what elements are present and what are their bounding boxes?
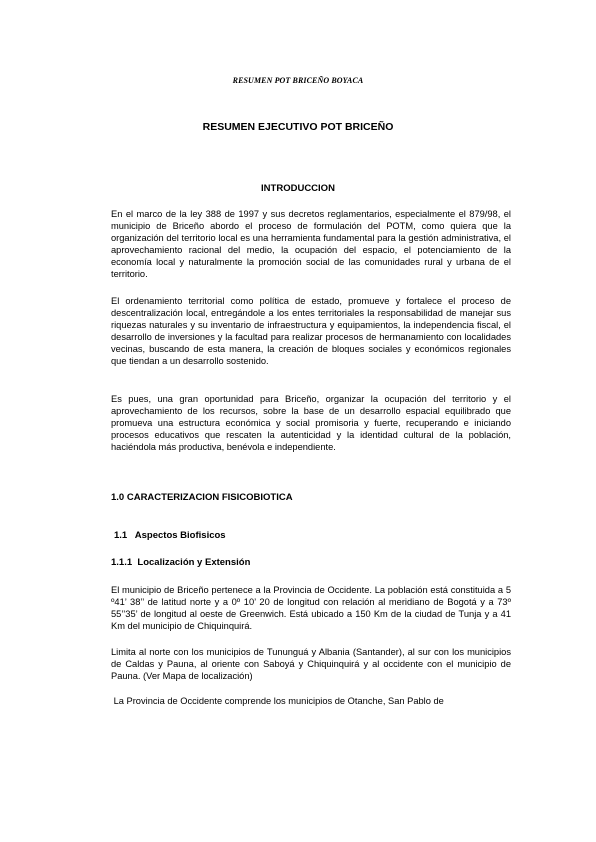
limits-paragraph: Limita al norte con los municipios de Tununguá y Albania (Santander), al sur con los municipios de Caldas y Pauna, al oriente con Saboyá y Chiquinquirá y al occidente con el municipio de Pauna. (Ver Mapa de localización) — [111, 647, 511, 681]
location-paragraph: El municipio de Briceño pertenece a la Provincia de Occidente. La población está constituida a 5 º41’ 38’’ de latitud norte y a 0º 10’ 20 de longitud con relación al meridiano de Bogotá y a 73º 55’’35’ de longitud al oeste de Greenwich. Está ubicado a 150 Km de la ciudad de Tunja y a 41 Km del municipio de Chiquinquirá. — [111, 585, 511, 631]
document-title: RESUMEN EJECUTIVO POT BRICEÑO — [202, 121, 394, 133]
page-header: RESUMEN POT BRICEÑO BOYACA — [232, 76, 364, 85]
subsection-heading: 1.1 Aspectos Biofisicos — [114, 530, 226, 541]
subsubsection-heading: 1.1.1 Localización y Extensión — [111, 557, 251, 568]
section-heading: 1.0 CARACTERIZACION FISICOBIOTICA — [111, 492, 293, 503]
province-paragraph: La Provincia de Occidente comprende los municipios de Otanche, San Pablo de — [111, 696, 444, 706]
introduction-heading: INTRODUCCION — [261, 183, 335, 194]
intro-paragraph-2: El ordenamiento territorial como política de estado, promueve y fortalece el proceso de descentralización local, entregándole a los entes territoriales la responsabilidad de manejar sus riquezas naturales y su inventario de infraestructura y equipamientos, la independencia fiscal, el desarrollo de inversiones y la facultad para realizar procesos de hermanamiento con localidades vecinas, buscando de esta manera, la creación de bloques sociales y económicos regionales que tiendan a un desarrollo sostenido. — [111, 296, 511, 366]
intro-paragraph-1: En el marco de la ley 388 de 1997 y sus decretos reglamentarios, especialmente el 879/98, el municipio de Briceño abordo el proceso de formulación del POTM, como quiera que la organización del territorio local es una herramienta fundamental para la gestión administrativa, el aprovechamiento racional del medio, la ocupación del espacio, el potenciamiento de la economía local y naturalmente la promoción social de las comunidades rural y urbana de el territorio. — [111, 209, 511, 279]
intro-paragraph-3: Es pues, una gran oportunidad para Briceño, organizar la ocupación del territorio y el aprovechamiento de los recursos, sobre la base de un desarrollo espacial equilibrado que promueva una estructura económica y social promisoria y fuerte, recuperando e iniciando procesos educativos que rescaten la autenticidad y la identidad cultural de la población, haciéndola más productiva, benévola e independiente. — [111, 394, 511, 452]
